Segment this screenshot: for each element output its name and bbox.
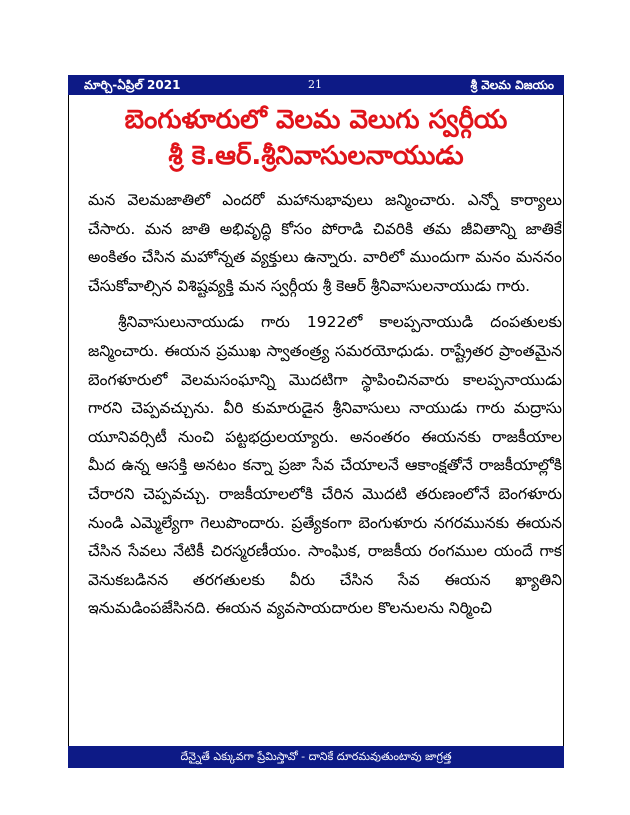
- article-title-line-2: శ్రీ కె.ఆర్.శ్రీనివాసులనాయుడు: [168, 141, 464, 171]
- issue-date: మార్చి-ఏప్రిల్ 2021: [84, 78, 181, 92]
- paragraph-1: మన వెలమజాతిలో ఎందరో మహానుభావులు జన్మించారు. ఎన్నో కార్యాలు చేసారు. మన జాతి అభివృద్ధి కోసం పోరాడి చివరికి తమ జీవితాన్ని జాతికే అంకితం చేసిన మహోన్నత వ్యక్తులు ఉన్నారు. వారిలో ముందుగా మనం మననం చేసుకోవాల్సిన విశిష్టవ్యక్తి మన స్వర్గీయ శ్రీ కెఆర్ శ్రీనివాసులనాయుడు గారు.: [88, 191, 562, 295]
- footer-slogan: దేన్నైతే ఎక్కువగా ప్రేమిస్తావో - దానికే దూరమవుతుంటావు జాగ్రత్త: [180, 750, 452, 763]
- header-bar: [68, 75, 564, 95]
- paragraph-2: శ్రీనివాసులునాయుడు గారు 1922లో కాలప్పనాయుడి దంపతులకు జన్మించారు. ఈయన ప్రముఖ స్వాతంత్ర్య సమరయోధుడు. రాష్ట్రేతర ప్రాంతమైన బెంగళూరులో వెలమసంఘాన్ని మొదటిగా స్థాపించినవారు కాలప్పనాయుడు గారని చెప్పవచ్చును. వీరి కుమారుడైన శ్రీనివాసులు నాయుడు గారు మద్రాసు యూనివర్సిటీ నుంచి పట్టభద్రులయ్యారు. అనంతరం ఈయనకు రాజకీయాల మీద ఉన్న ఆసక్తి అనటం కన్నా ప్రజా సేవ చేయాలనే ఆకాంక్షతోనే రాజకీయాల్లోకి చేరారని చెప్పవచ్చు. రాజకీయాలలోకి చేరిన మొదటి తరుణంలోనే బెంగళూరు నుండి ఎమ్మెల్యేగా గెలుపొందారు. ప్రత్యేకంగా బెంగుళూరు నగరమునకు ఈయన చేసిన సేవలు నేటికీ చిరస్మరణీయం. సాంఘిక, రాజకీయ రంగముల యందే గాక వెనుకబడినన తరగతులకు వీరు చేసిన సేవ ఈయన ఖ్యాతిని ఇనుమడింపజేసినది. ఈయన వ్యవసాయదారుల కొలనులను నిర్మించి: [88, 313, 562, 618]
- footer-bar: [68, 746, 564, 768]
- article-title-line-1: బెంగుళూరులో వెలమ వెలుగు స్వర్గీయ: [124, 105, 508, 135]
- magazine-name: శ్రీ వెలమ విజయం: [470, 78, 554, 92]
- article-body: [88, 186, 562, 623]
- page-number: 21: [308, 78, 322, 91]
